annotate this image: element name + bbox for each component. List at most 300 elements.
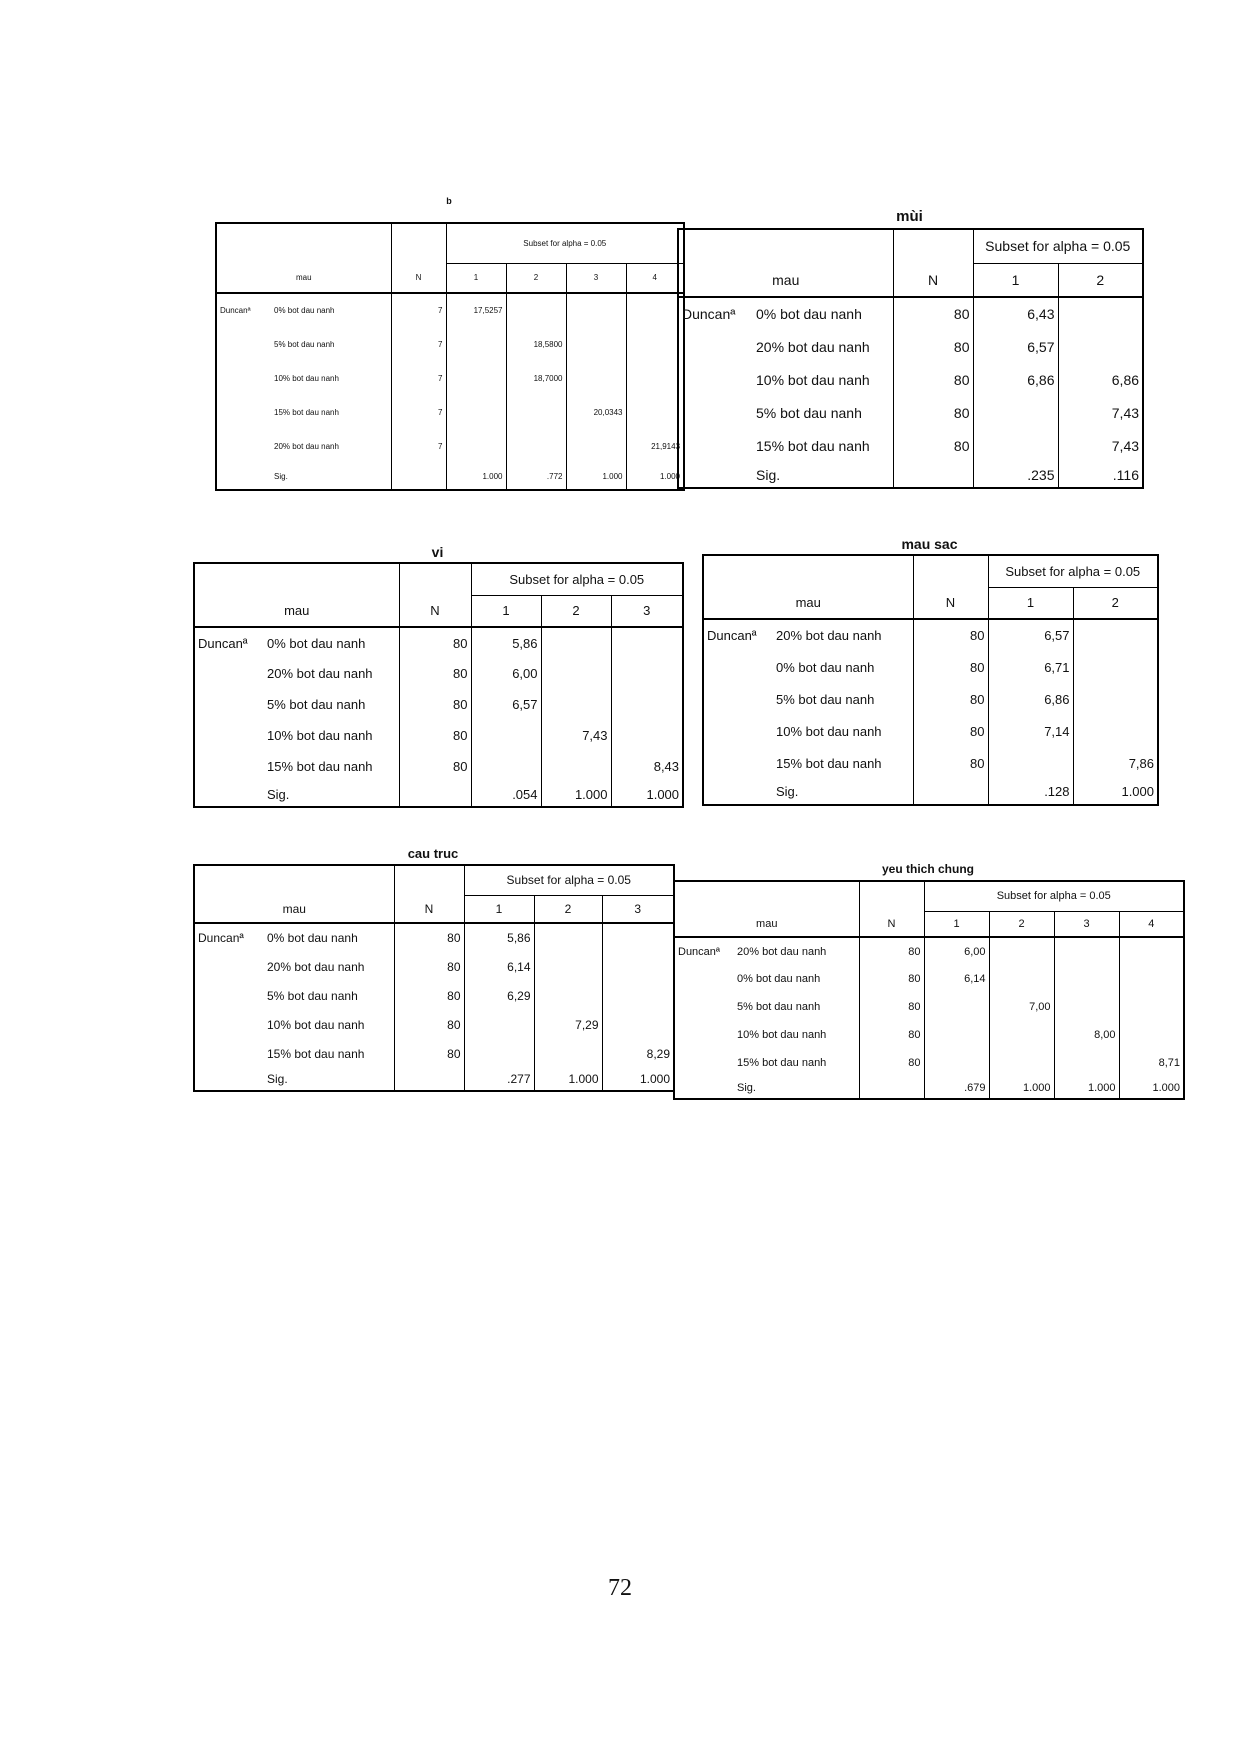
header-row-1 — [194, 563, 683, 595]
column-header-subset: 2 — [1073, 587, 1158, 619]
header-n-blank — [893, 229, 973, 263]
group-cell — [194, 689, 264, 720]
table-row — [703, 715, 1158, 747]
group-label: Duncanª — [707, 628, 757, 643]
table-row — [194, 751, 683, 782]
table-body — [673, 880, 1185, 1100]
row-label: 5% bot dau nanh — [267, 988, 358, 1003]
subset-header: Subset for alpha = 0.05 — [446, 223, 684, 263]
sig-value: .054 — [471, 782, 541, 807]
column-header-subset: 4 — [1119, 911, 1184, 937]
column-header-n: N — [391, 263, 446, 293]
table-row — [194, 658, 683, 689]
column-header-n: N — [394, 895, 464, 923]
subset-value — [471, 751, 541, 782]
row-n: 80 — [893, 297, 973, 330]
subset-value — [989, 937, 1054, 965]
subset-value — [1054, 993, 1119, 1021]
subset-value — [1058, 330, 1143, 363]
row-label: 10% bot dau nanh — [267, 728, 373, 743]
sig-value: 1.000 — [659, 471, 681, 481]
sig-label: Sig. — [267, 1072, 288, 1086]
row-label: 15% bot dau nanh — [756, 437, 870, 454]
group-cell — [194, 1068, 264, 1091]
sig-row — [703, 779, 1158, 805]
subset-value — [534, 981, 602, 1010]
row-n: 80 — [893, 363, 973, 396]
subset-value: 6,29 — [464, 981, 534, 1010]
sig-value: 1.000 — [566, 463, 626, 490]
group-cell — [194, 751, 264, 782]
row-label: 15% bot dau nanh — [267, 1046, 365, 1061]
subset-value: 6,57 — [471, 689, 541, 720]
column-header-subset: 3 — [566, 263, 626, 293]
column-header-mau: mau — [216, 263, 391, 293]
subset-value — [446, 429, 506, 463]
group-cell — [216, 327, 271, 361]
subset-value: 21,9143 — [651, 441, 681, 451]
row-label: 5% bot dau nanh — [756, 404, 862, 421]
sig-value: .116 — [1112, 466, 1140, 483]
subset-value — [541, 751, 611, 782]
subset-value: 8,43 — [653, 759, 680, 774]
table-row — [216, 327, 684, 361]
table-row — [194, 981, 674, 1010]
header-row-1 — [194, 865, 674, 895]
group-cell — [678, 462, 753, 488]
row-label: 0% bot dau nanh — [267, 635, 366, 651]
row-n: 80 — [399, 689, 471, 720]
header-row-2 — [194, 595, 683, 627]
subset-header: Subset for alpha = 0.05 — [924, 881, 1184, 911]
subset-value: 6,71 — [988, 651, 1073, 683]
column-header-subset: 1 — [471, 595, 541, 627]
subset-value — [1073, 683, 1158, 715]
subset-value — [1073, 619, 1158, 651]
header-blank — [703, 555, 913, 587]
header-blank — [194, 865, 394, 895]
subset-value — [506, 395, 566, 429]
subset-value — [534, 952, 602, 981]
sig-value: .128 — [988, 779, 1073, 805]
table-row — [703, 683, 1158, 715]
group-cell — [194, 981, 264, 1010]
subset-value — [534, 923, 602, 952]
table-row — [194, 720, 683, 751]
table-row — [216, 361, 684, 395]
sig-label: Sig. — [267, 786, 290, 802]
table-row — [194, 689, 683, 720]
sig-n-blank — [394, 1068, 464, 1091]
group-cell — [194, 658, 264, 689]
group-label: Duncanª — [198, 931, 244, 945]
row-n: 80 — [399, 751, 471, 782]
sig-value: 1.000 — [640, 1072, 671, 1086]
subset-value — [541, 627, 611, 658]
row-label: 5% bot dau nanh — [776, 691, 875, 707]
subset-value — [471, 720, 541, 751]
group-cell — [216, 395, 271, 429]
subset-value: 18,5800 — [506, 327, 566, 361]
group-cell — [194, 782, 264, 807]
header-row-1 — [216, 223, 684, 263]
row-n: 80 — [859, 1021, 924, 1049]
row-n: 80 — [394, 981, 464, 1010]
sig-n-blank — [399, 782, 471, 807]
sig-row — [216, 463, 684, 490]
subset-value: 6,86 — [1111, 371, 1140, 388]
table-body — [702, 554, 1159, 806]
row-n: 80 — [859, 993, 924, 1021]
group-cell — [216, 463, 271, 490]
subset-value: 7,86 — [1128, 755, 1155, 771]
table-row — [678, 396, 1143, 429]
subset-value — [611, 658, 683, 689]
subset-value: 7,14 — [988, 715, 1073, 747]
subset-value — [566, 429, 626, 463]
row-n: 80 — [913, 715, 988, 747]
group-cell — [703, 683, 773, 715]
group-cell — [674, 965, 734, 993]
row-n: 80 — [913, 651, 988, 683]
row-label: 15% bot dau nanh — [267, 759, 373, 774]
column-header-mau: mau — [194, 595, 399, 627]
row-n: 80 — [859, 937, 924, 965]
subset-value — [541, 658, 611, 689]
table-row — [703, 651, 1158, 683]
subset-value — [566, 293, 626, 327]
row-n: 80 — [394, 952, 464, 981]
group-label: Duncanª — [682, 306, 736, 322]
subset-value: 5,86 — [471, 627, 541, 658]
subset-value — [602, 952, 674, 981]
header-blank — [194, 563, 399, 595]
group-cell — [703, 651, 773, 683]
subset-value: 7,43 — [1111, 404, 1140, 421]
subset-value — [989, 1049, 1054, 1077]
sig-label: Sig. — [737, 1081, 756, 1094]
table-title: yeu thich chung — [881, 862, 974, 876]
table-title: b — [446, 196, 452, 206]
subset-value — [924, 993, 989, 1021]
row-n: 80 — [859, 965, 924, 993]
subset-value — [1058, 297, 1143, 330]
table-row — [194, 627, 683, 658]
column-header-subset: 2 — [541, 595, 611, 627]
subset-value: 6,57 — [988, 619, 1073, 651]
group-cell — [194, 1010, 264, 1039]
group-cell — [674, 1049, 734, 1077]
group-cell — [678, 330, 753, 363]
row-n: 80 — [913, 683, 988, 715]
subset-value: 7,43 — [1111, 437, 1140, 454]
group-label: Duncanª — [220, 306, 251, 315]
group-label: Duncanª — [198, 635, 248, 651]
subset-value — [566, 361, 626, 395]
group-cell — [678, 396, 753, 429]
row-label: 10% bot dau nanh — [737, 1029, 827, 1041]
row-label: 10% bot dau nanh — [756, 371, 870, 388]
subset-header: Subset for alpha = 0.05 — [988, 555, 1158, 587]
table-title: mau sac — [901, 536, 958, 552]
column-header-subset: 2 — [989, 911, 1054, 937]
subset-value — [541, 689, 611, 720]
row-n: 7 — [391, 327, 446, 361]
group-cell — [703, 715, 773, 747]
row-n: 80 — [399, 627, 471, 658]
sig-value: 1.000 — [1152, 1081, 1180, 1094]
row-label: 20% bot dau nanh — [756, 338, 870, 355]
group-cell — [194, 952, 264, 981]
subset-value: 6,00 — [924, 937, 989, 965]
subset-value — [446, 395, 506, 429]
subset-header: Subset for alpha = 0.05 — [973, 229, 1143, 263]
row-label: 0% bot dau nanh — [267, 931, 358, 945]
header-blank — [216, 223, 391, 263]
table-row — [194, 923, 674, 952]
row-n: 80 — [859, 1049, 924, 1077]
column-header-subset: 1 — [924, 911, 989, 937]
column-header-subset: 4 — [626, 263, 684, 293]
row-n: 7 — [391, 395, 446, 429]
column-header-subset: 1 — [973, 263, 1058, 297]
table-body — [193, 864, 675, 1092]
table-body — [677, 228, 1144, 489]
sig-row — [678, 462, 1143, 488]
column-header-n: N — [893, 263, 973, 297]
group-cell — [194, 1039, 264, 1068]
row-n: 7 — [391, 293, 446, 327]
column-header-n: N — [859, 911, 924, 937]
subset-value — [989, 1021, 1054, 1049]
table-title: cau truc — [407, 846, 459, 861]
table-row — [678, 297, 1143, 330]
table-row — [703, 747, 1158, 779]
group-cell — [674, 993, 734, 1021]
row-n: 80 — [399, 658, 471, 689]
table-row — [678, 363, 1143, 396]
subset-value — [602, 981, 674, 1010]
column-header-subset: 1 — [446, 263, 506, 293]
row-label: 20% bot dau nanh — [267, 666, 373, 681]
header-n-blank — [391, 223, 446, 263]
subset-value — [626, 395, 684, 429]
table-row — [674, 993, 1184, 1021]
table-row — [194, 952, 674, 981]
sig-value: 1.000 — [1054, 1077, 1119, 1099]
subset-value: 8,71 — [1158, 1057, 1180, 1069]
subset-value: 6,57 — [973, 330, 1058, 363]
column-header-mau: mau — [678, 263, 893, 297]
table-row — [194, 1010, 674, 1039]
row-label: 10% bot dau nanh — [267, 1017, 365, 1032]
group-cell — [216, 361, 271, 395]
sig-label: Sig. — [776, 784, 799, 799]
sig-n-blank — [391, 463, 446, 490]
sig-value: 1.000 — [541, 782, 611, 807]
subset-value: 7,43 — [541, 720, 611, 751]
subset-value — [988, 747, 1073, 779]
subset-value: 6,86 — [988, 683, 1073, 715]
group-cell — [678, 363, 753, 396]
header-n-blank — [913, 555, 988, 587]
subset-value: 6,14 — [464, 952, 534, 981]
subset-value — [989, 965, 1054, 993]
table-row — [703, 619, 1158, 651]
row-label: 0% bot dau nanh — [776, 659, 875, 675]
subset-value — [506, 429, 566, 463]
column-header-subset: 3 — [602, 895, 674, 923]
subset-value: 7,00 — [989, 993, 1054, 1021]
row-n: 80 — [893, 396, 973, 429]
subset-value — [464, 1010, 534, 1039]
subset-value — [602, 1010, 674, 1039]
header-blank — [674, 881, 859, 911]
row-label: 15% bot dau nanh — [737, 1057, 827, 1069]
row-n: 80 — [913, 619, 988, 651]
table-title: vi — [431, 544, 444, 560]
column-header-subset: 2 — [534, 895, 602, 923]
header-row-2 — [194, 895, 674, 923]
header-n-blank — [394, 865, 464, 895]
subset-value — [1119, 965, 1184, 993]
subset-value — [506, 293, 566, 327]
subset-value: 7,29 — [534, 1010, 602, 1039]
subset-value — [1054, 937, 1119, 965]
row-label: 15% bot dau nanh — [776, 755, 882, 771]
row-n: 80 — [394, 1039, 464, 1068]
row-label: 0% bot dau nanh — [737, 973, 821, 985]
row-label: 15% bot dau nanh — [274, 407, 339, 417]
row-label: 20% bot dau nanh — [737, 945, 827, 958]
sig-value: 1.000 — [534, 1068, 602, 1091]
table-row — [674, 937, 1184, 965]
row-n: 80 — [913, 747, 988, 779]
header-row-2 — [678, 263, 1143, 297]
table-row — [216, 293, 684, 327]
subset-value — [1119, 993, 1184, 1021]
subset-value — [534, 1039, 602, 1068]
row-label: 10% bot dau nanh — [274, 373, 339, 383]
table-title: mùi — [896, 208, 923, 225]
page-number: 72 — [608, 1575, 632, 1601]
column-header-n: N — [913, 587, 988, 619]
subset-value — [1119, 937, 1184, 965]
group-label: Duncanª — [678, 945, 720, 958]
sig-value: 1.000 — [446, 463, 506, 490]
sig-label: Sig. — [756, 466, 781, 483]
sig-value: .235 — [973, 462, 1058, 488]
table-row — [216, 429, 684, 463]
subset-value — [924, 1021, 989, 1049]
sig-row — [194, 1068, 674, 1091]
sig-value: .679 — [924, 1077, 989, 1099]
sig-n-blank — [859, 1077, 924, 1099]
subset-value — [611, 689, 683, 720]
subset-value: 17,5257 — [446, 293, 506, 327]
group-cell — [674, 1077, 734, 1099]
subset-value: 20,0343 — [566, 395, 626, 429]
row-n: 7 — [391, 361, 446, 395]
subset-header: Subset for alpha = 0.05 — [464, 865, 674, 895]
sig-label: Sig. — [274, 471, 288, 481]
header-row-2 — [703, 587, 1158, 619]
column-header-mau: mau — [194, 895, 394, 923]
table-body — [215, 222, 685, 491]
subset-value — [446, 361, 506, 395]
column-header-subset: 2 — [1058, 263, 1143, 297]
group-cell — [703, 747, 773, 779]
header-row-1 — [703, 555, 1158, 587]
header-row-1 — [674, 881, 1184, 911]
subset-value — [611, 627, 683, 658]
subset-header: Subset for alpha = 0.05 — [471, 563, 683, 595]
sig-n-blank — [913, 779, 988, 805]
group-cell — [703, 779, 773, 805]
sig-row — [674, 1077, 1184, 1099]
column-header-subset: 2 — [506, 263, 566, 293]
subset-value: 8,29 — [646, 1046, 671, 1061]
column-header-mau: mau — [674, 911, 859, 937]
sig-value: 1.000 — [1121, 784, 1155, 799]
subset-value — [973, 429, 1058, 462]
subset-value — [1073, 651, 1158, 683]
subset-value: 6,14 — [924, 965, 989, 993]
table-row — [678, 429, 1143, 462]
subset-value — [626, 361, 684, 395]
table-row — [674, 1021, 1184, 1049]
subset-value — [602, 923, 674, 952]
row-n: 80 — [399, 720, 471, 751]
subset-value: 18,7000 — [506, 361, 566, 395]
subset-value — [626, 293, 684, 327]
subset-value: 6,86 — [973, 363, 1058, 396]
row-label: 10% bot dau nanh — [776, 723, 882, 739]
column-header-subset: 1 — [464, 895, 534, 923]
subset-value — [446, 327, 506, 361]
subset-value — [464, 1039, 534, 1068]
column-header-subset: 3 — [611, 595, 683, 627]
group-cell — [216, 429, 271, 463]
row-label: 20% bot dau nanh — [776, 628, 882, 643]
subset-value: 5,86 — [464, 923, 534, 952]
subset-value — [1073, 715, 1158, 747]
header-row-1 — [678, 229, 1143, 263]
table-row — [674, 965, 1184, 993]
subset-value — [566, 327, 626, 361]
column-header-subset: 1 — [988, 587, 1073, 619]
sig-row — [194, 782, 683, 807]
table-body — [193, 562, 684, 808]
subset-value — [611, 720, 683, 751]
subset-value — [1119, 1021, 1184, 1049]
header-row-2 — [216, 263, 684, 293]
subset-value — [1054, 1049, 1119, 1077]
table-row — [216, 395, 684, 429]
row-label: 5% bot dau nanh — [274, 339, 335, 349]
column-header-n: N — [399, 595, 471, 627]
sig-value: .772 — [506, 463, 566, 490]
sig-value: .277 — [464, 1068, 534, 1091]
group-cell — [674, 1021, 734, 1049]
header-row-2 — [674, 911, 1184, 937]
subset-value — [1054, 965, 1119, 993]
sig-value: 1.000 — [989, 1077, 1054, 1099]
header-n-blank — [859, 881, 924, 911]
table-row — [674, 1049, 1184, 1077]
group-cell — [678, 429, 753, 462]
table-row — [194, 1039, 674, 1068]
